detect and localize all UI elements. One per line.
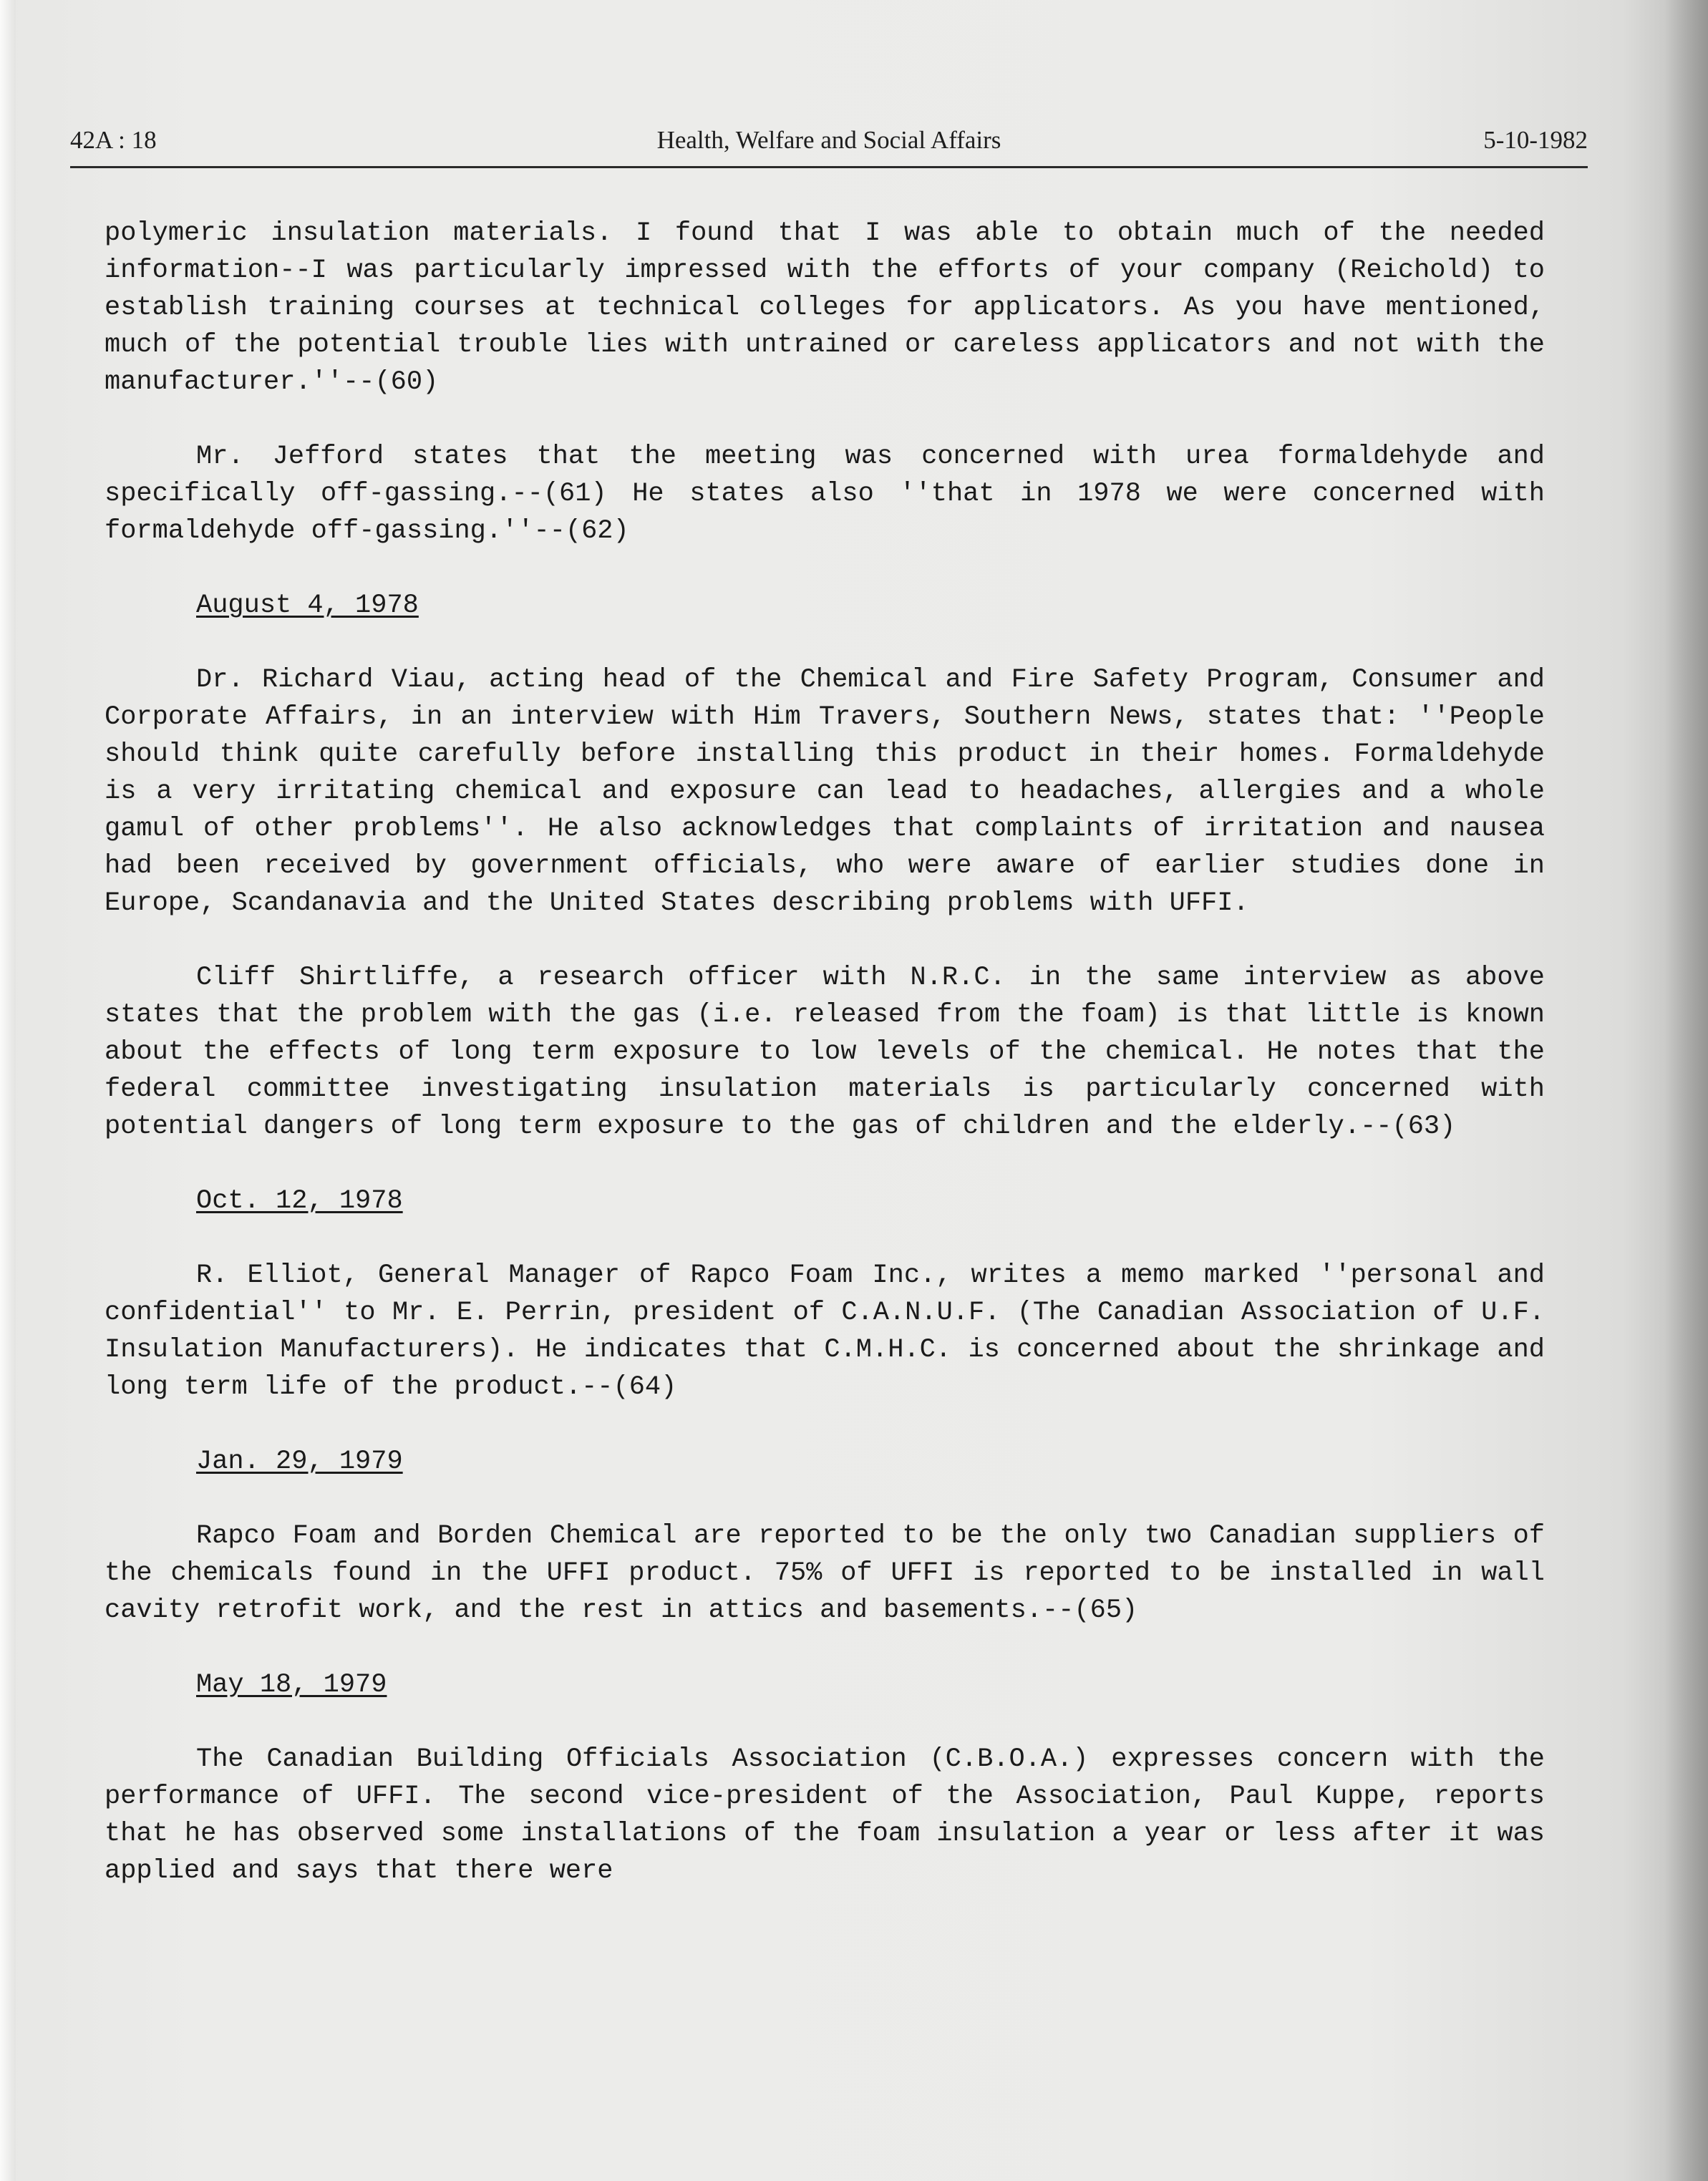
date-heading-may-1979: May 18, 1979 bbox=[196, 1670, 387, 1700]
date-heading-oct-1978: Oct. 12, 1978 bbox=[196, 1186, 403, 1216]
publication-date: 5-10-1982 bbox=[1483, 126, 1588, 154]
paragraph-elliot: R. Elliot, General Manager of Rapco Foam Inc., writes a memo marked ''personal and confidential'' to Mr. E. Perrin, president of C.A.N.U.F. (The Canadian Association of U.F. Insulation Manufacturers). He indicates that C.M.H.C. is concerned about the shrinkage and long term life of the product.--(64) bbox=[105, 1260, 1545, 1402]
paragraph-viau: Dr. Richard Viau, acting head of the Chemical and Fire Safety Program, Consumer and Corporate Affairs, in an interview with Him Travers, Southern News, states that: ''People should think quite carefully before installing this product in their homes. Formaldehyde is a very irritating chemical and exposure can lead to headaches, allergies and a whole gamul of other problems''. He also acknowledges that complaints of irritation and nausea had been received by government officials, who were aware of earlier studies done in Europe, Scandanavia and the United States describing problems with UFFI. bbox=[105, 665, 1545, 918]
page-left-edge bbox=[0, 0, 16, 2181]
paragraph-rapco: Rapco Foam and Borden Chemical are reported to be the only two Canadian suppliers of the chemicals found in the UFFI product. 75% of UFFI is reported to be installed in wall cavity retrofit work, and the rest in attics and basements.--(65) bbox=[105, 1521, 1545, 1626]
paragraph-shirtliffe: Cliff Shirtliffe, a research officer with N.R.C. in the same interview as above states that the problem with the gas (i.e. released from the foam) is that little is known about the effects of long term exposure to low levels of the chemical. He notes that the federal committee investigating insulation materials is particularly concerned with potential dangers of long term exposure to the gas of children and the elderly.--(63) bbox=[105, 963, 1545, 1142]
date-heading-jan-1979: Jan. 29, 1979 bbox=[196, 1447, 403, 1477]
paragraph-jefford: Mr. Jefford states that the meeting was concerned with urea formaldehyde and specifically off-gassing.--(61) He states also ''that in 1978 we were concerned with formaldehyde off-gassing.''--(62) bbox=[105, 442, 1545, 546]
page-header bbox=[70, 126, 1588, 168]
page-binding-shadow bbox=[1665, 0, 1708, 2181]
date-heading-aug-1978: August 4, 1978 bbox=[196, 591, 419, 621]
page-body bbox=[105, 215, 1545, 1927]
page-number: 42A : 18 bbox=[70, 126, 157, 154]
publication-title: Health, Welfare and Social Affairs bbox=[656, 126, 1001, 154]
paragraph-quote-continuation: polymeric insulation materials. I found that I was able to obtain much of the needed information--I was particularly impressed with the efforts of your company (Reichold) to establish training courses at technical colleges for applicators. As you have mentioned, much of the potential trouble lies with untrained or careless applicators and not with the manufacturer.''--(60) bbox=[105, 218, 1545, 397]
paragraph-cboa: The Canadian Building Officials Association (C.B.O.A.) expresses concern with the performance of UFFI. The second vice-president of the Association, Paul Kuppe, reports that he has observed some installations of the foam insulation a year or less after it was applied and says that there were bbox=[105, 1744, 1545, 1886]
